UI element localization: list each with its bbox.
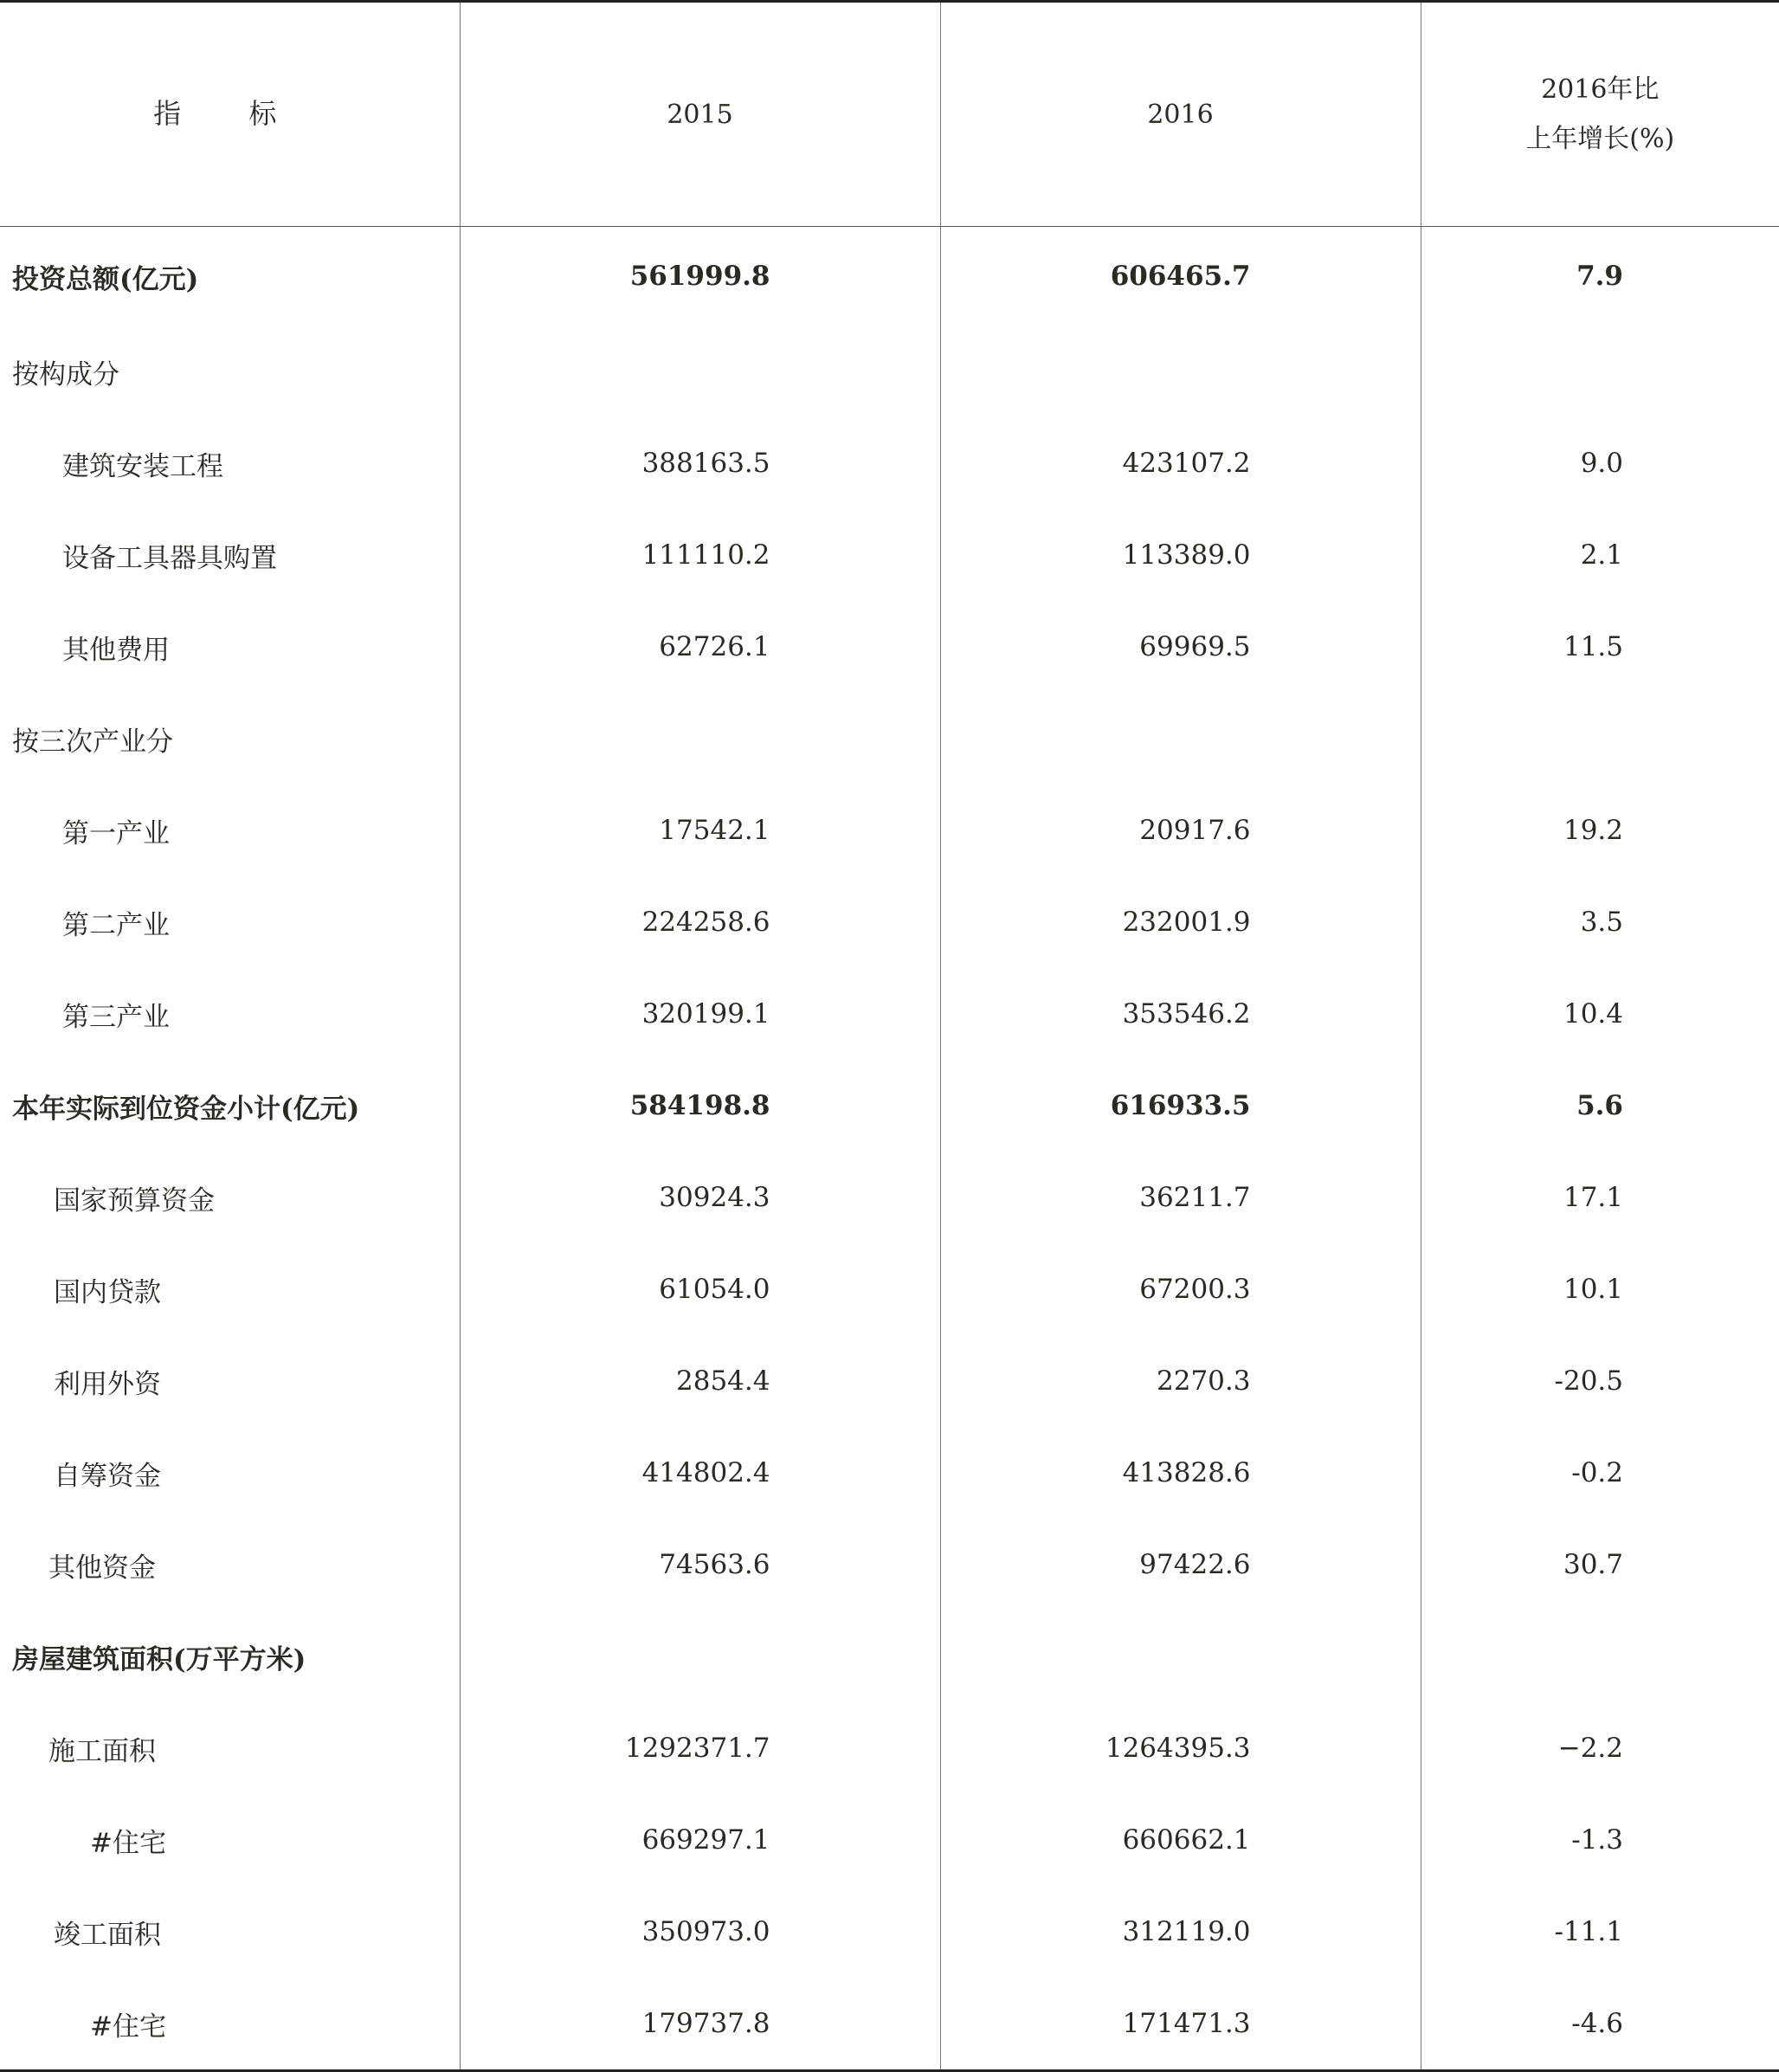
row-label: 建筑安装工程 [0, 417, 460, 509]
growth-rate: -20.5 [1421, 1335, 1779, 1427]
value-2015: 561999.8 [460, 227, 940, 326]
value-2016: 67200.3 [940, 1243, 1421, 1335]
value-2016: 171471.3 [940, 1978, 1421, 2071]
row-label: 利用外资 [0, 1335, 460, 1427]
row-label: 其他费用 [0, 601, 460, 693]
growth-rate: −2.2 [1421, 1702, 1779, 1794]
growth-rate: 19.2 [1421, 784, 1779, 876]
value-2016: 413828.6 [940, 1427, 1421, 1519]
growth-rate: -0.2 [1421, 1427, 1779, 1519]
value-2015: 350973.0 [460, 1886, 940, 1978]
value-2015: 669297.1 [460, 1794, 940, 1886]
value-2015: 584198.8 [460, 1060, 940, 1152]
row-label: 本年实际到位资金小计(亿元) [0, 1060, 460, 1152]
row-label: 国内贷款 [0, 1243, 460, 1335]
table-row [0, 1794, 1779, 1886]
growth-rate: 9.0 [1421, 417, 1779, 509]
row-label: 设备工具器具购置 [0, 509, 460, 601]
value-2015 [460, 693, 940, 784]
value-2016: 69969.5 [940, 601, 1421, 693]
row-label: 国家预算资金 [0, 1152, 460, 1243]
value-2015 [460, 1610, 940, 1702]
growth-rate: 30.7 [1421, 1519, 1779, 1610]
growth-rate: 10.1 [1421, 1243, 1779, 1335]
value-2015: 224258.6 [460, 876, 940, 968]
growth-rate: 11.5 [1421, 601, 1779, 693]
growth-rate: 10.4 [1421, 968, 1779, 1060]
table-row [0, 1702, 1779, 1794]
row-label: 按三次产业分 [0, 693, 460, 784]
value-2016: 660662.1 [940, 1794, 1421, 1886]
row-label: 第三产业 [0, 968, 460, 1060]
growth-rate [1421, 326, 1779, 417]
row-label: 竣工面积 [0, 1886, 460, 1978]
header-growth [1421, 2, 1779, 227]
growth-rate: 5.6 [1421, 1060, 1779, 1152]
value-2016: 616933.5 [940, 1060, 1421, 1152]
table-row [0, 1427, 1779, 1519]
row-label: 施工面积 [0, 1702, 460, 1794]
value-2015 [460, 326, 940, 417]
value-2016: 20917.6 [940, 784, 1421, 876]
growth-rate: -4.6 [1421, 1978, 1779, 2071]
table-row [0, 1152, 1779, 1243]
table-row [0, 326, 1779, 417]
value-2015: 30924.3 [460, 1152, 940, 1243]
row-label: 其他资金 [0, 1519, 460, 1610]
row-label: 第二产业 [0, 876, 460, 968]
value-2016: 423107.2 [940, 417, 1421, 509]
header-year-2016: 2016 [940, 2, 1421, 227]
value-2016: 606465.7 [940, 227, 1421, 326]
header-growth-line1: 2016年比 [1421, 65, 1779, 114]
value-2016: 113389.0 [940, 509, 1421, 601]
value-2016 [940, 693, 1421, 784]
table-row [0, 417, 1779, 509]
table-row [0, 1243, 1779, 1335]
value-2016 [940, 326, 1421, 417]
growth-rate: 3.5 [1421, 876, 1779, 968]
table-row [0, 509, 1779, 601]
row-label: #住宅 [0, 1978, 460, 2071]
value-2015: 179737.8 [460, 1978, 940, 2071]
value-2016: 353546.2 [940, 968, 1421, 1060]
table-header [0, 2, 1779, 227]
growth-rate: -11.1 [1421, 1886, 1779, 1978]
value-2015: 111110.2 [460, 509, 940, 601]
value-2015: 1292371.7 [460, 1702, 940, 1794]
value-2016: 312119.0 [940, 1886, 1421, 1978]
table-row [0, 227, 1779, 326]
header-indicator: 指 标 [0, 2, 460, 227]
header-year-2015: 2015 [460, 2, 940, 227]
table-row [0, 1519, 1779, 1610]
value-2015: 320199.1 [460, 968, 940, 1060]
table-row [0, 968, 1779, 1060]
table-row [0, 1335, 1779, 1427]
table-row [0, 693, 1779, 784]
table-row [0, 601, 1779, 693]
table-row [0, 1978, 1779, 2071]
value-2016: 1264395.3 [940, 1702, 1421, 1794]
row-label: 投资总额(亿元) [0, 227, 460, 326]
table-body [0, 227, 1779, 2071]
value-2016: 2270.3 [940, 1335, 1421, 1427]
value-2015: 2854.4 [460, 1335, 940, 1427]
growth-rate [1421, 693, 1779, 784]
table-row [0, 1610, 1779, 1702]
row-label: #住宅 [0, 1794, 460, 1886]
row-label: 自筹资金 [0, 1427, 460, 1519]
value-2015: 414802.4 [460, 1427, 940, 1519]
value-2015: 74563.6 [460, 1519, 940, 1610]
value-2016: 36211.7 [940, 1152, 1421, 1243]
value-2016: 97422.6 [940, 1519, 1421, 1610]
table-row [0, 1060, 1779, 1152]
value-2016: 232001.9 [940, 876, 1421, 968]
growth-rate: 17.1 [1421, 1152, 1779, 1243]
row-label: 第一产业 [0, 784, 460, 876]
growth-rate: 7.9 [1421, 227, 1779, 326]
table-row [0, 1886, 1779, 1978]
table-row [0, 784, 1779, 876]
growth-rate: 2.1 [1421, 509, 1779, 601]
header-row [0, 2, 1779, 227]
value-2015: 62726.1 [460, 601, 940, 693]
value-2015: 61054.0 [460, 1243, 940, 1335]
value-2016 [940, 1610, 1421, 1702]
growth-rate: -1.3 [1421, 1794, 1779, 1886]
growth-rate [1421, 1610, 1779, 1702]
value-2015: 17542.1 [460, 784, 940, 876]
value-2015: 388163.5 [460, 417, 940, 509]
header-growth-line2: 上年增长(%) [1421, 114, 1779, 164]
row-label: 房屋建筑面积(万平方米) [0, 1610, 460, 1702]
row-label: 按构成分 [0, 326, 460, 417]
table-row [0, 876, 1779, 968]
